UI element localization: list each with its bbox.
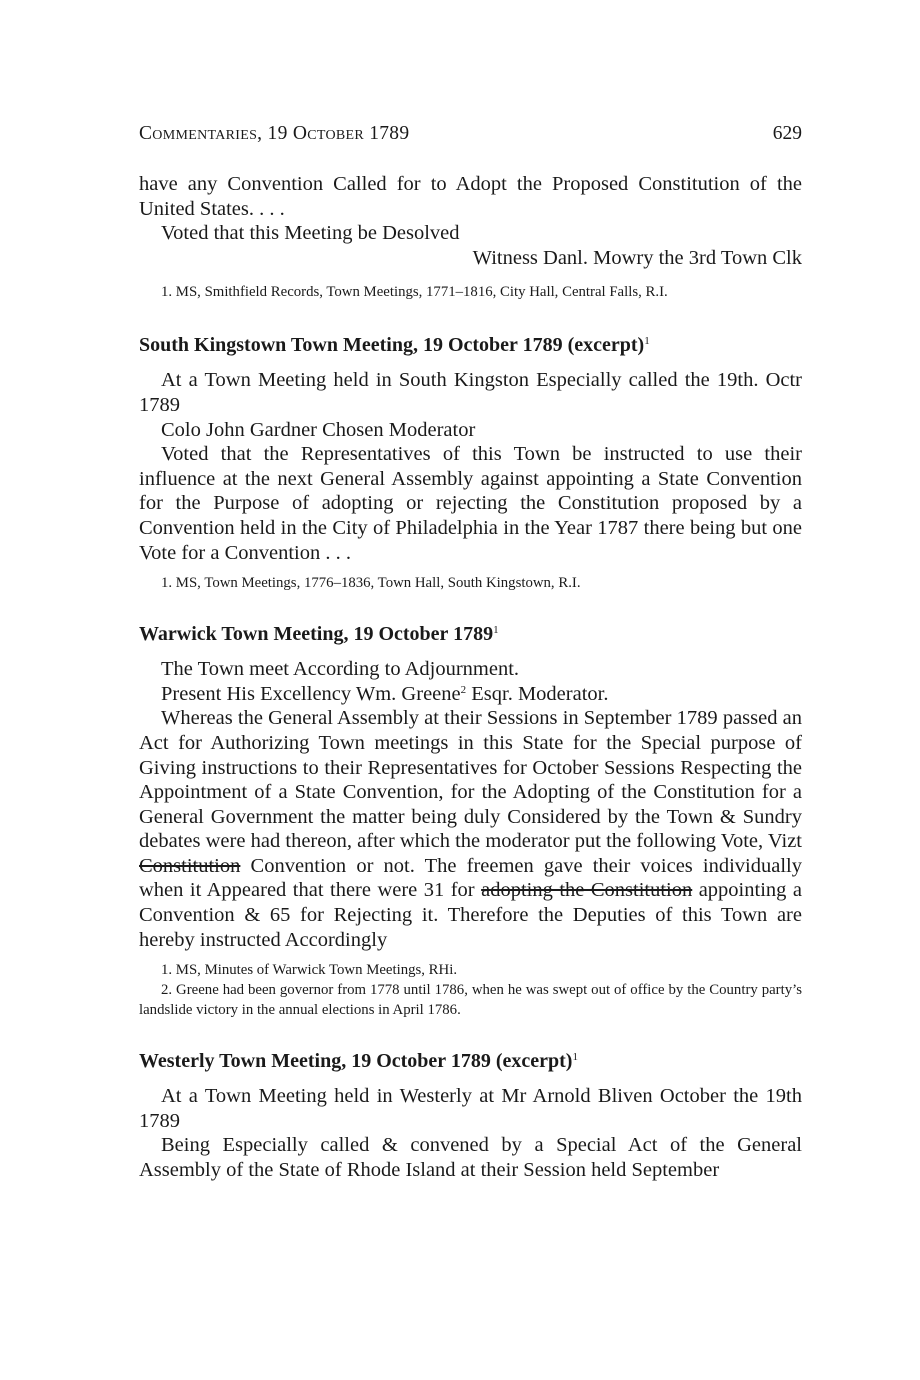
running-head bbox=[139, 120, 802, 148]
body-paragraph: Whereas the General Assembly at their Sessions in September 1789 passed an Act for Authorizing Town meetings in this State for the Special purpose of Giving instructions to their Representatives for October Sessions Respecting the Appointment of a State Convention, for the Adopting of the Constitution for a General Government the matter being duly Considered by the Town & Sundry debates were had thereon, after which the moderator put the following Vote, Vizt Constitution Convention or not. The freemen gave their voices individually when it Appeared that there were 31 for adopting the Constitution appointing a Convention & 65 for Rejecting it. Therefore the Deputies of this Town are hereby instructed Accordingly bbox=[139, 707, 802, 951]
struck-text: adopting the Constitution bbox=[481, 879, 693, 902]
footnotes bbox=[139, 282, 802, 302]
body-paragraph: At a Town Meeting held in South Kingston Especially called the 19th. Octr 1789 bbox=[139, 369, 802, 416]
struck-text: Constitution bbox=[139, 854, 241, 877]
page-number: 629 bbox=[772, 123, 802, 144]
kingstown-section bbox=[139, 332, 802, 593]
warwick-section bbox=[139, 621, 802, 1020]
signature-line: Witness Danl. Mowry the 3rd Town Clk bbox=[472, 246, 802, 269]
running-head-title: Commentaries, 19 October 1789 bbox=[139, 123, 410, 144]
footnotes bbox=[139, 960, 802, 1020]
section-heading: South Kingstown Town Meeting, 19 October 1789 (excerpt)$^1$ bbox=[139, 334, 650, 357]
body-paragraph: Voted that this Meeting be Desolved bbox=[161, 222, 460, 245]
body-paragraph: Present His Excellency Wm. Greene$^2$ Esqr. Moderator. bbox=[161, 682, 609, 705]
westerly-section bbox=[139, 1048, 802, 1182]
footnote: 2. Greene had been governor from 1778 until 1786, when he was swept out of office by the Country party’s landslide victory in the annual elections in April 1786. bbox=[139, 982, 802, 1019]
document-page bbox=[139, 120, 802, 1183]
section-heading: Westerly Town Meeting, 19 October 1789 (excerpt)$^1$ bbox=[139, 1050, 578, 1073]
section-heading: Warwick Town Meeting, 19 October 1789$^1$ bbox=[139, 623, 499, 646]
footnote: 1. MS, Minutes of Warwick Town Meetings, RHi. bbox=[161, 962, 458, 979]
footnote: 1. MS, Smithfield Records, Town Meetings, 1771–1816, City Hall, Central Falls, R.I. bbox=[161, 284, 668, 301]
footnotes bbox=[139, 573, 802, 593]
smithfield-section bbox=[139, 172, 802, 302]
body-paragraph: Being Especially called & convened by a Special Act of the General Assembly of the State of Rhode Island at their Session held September bbox=[139, 1134, 802, 1182]
body-paragraph: At a Town Meeting held in Westerly at Mr Arnold Bliven October the 19th 1789 bbox=[139, 1085, 802, 1132]
footnote-ref: 2 bbox=[460, 683, 467, 696]
body-paragraph: The Town meet According to Adjournment. bbox=[161, 658, 520, 681]
body-paragraph: have any Convention Called for to Adopt the Proposed Constitution of the United States. . . . bbox=[139, 173, 802, 220]
body-paragraph: Voted that the Representatives of this Town be instructed to use their influence at the next General Assembly against appointing a State Convention for the Purpose of adopting or rejecting the Constitution proposed by a Convention held in the City of Philadelphia in the Year 1787 there being but one Vote for a Convention . . . bbox=[139, 443, 802, 564]
body-paragraph: Colo John Gardner Chosen Moderator bbox=[161, 418, 476, 441]
footnote: 1. MS, Town Meetings, 1776–1836, Town Hall, South Kingstown, R.I. bbox=[161, 575, 581, 592]
